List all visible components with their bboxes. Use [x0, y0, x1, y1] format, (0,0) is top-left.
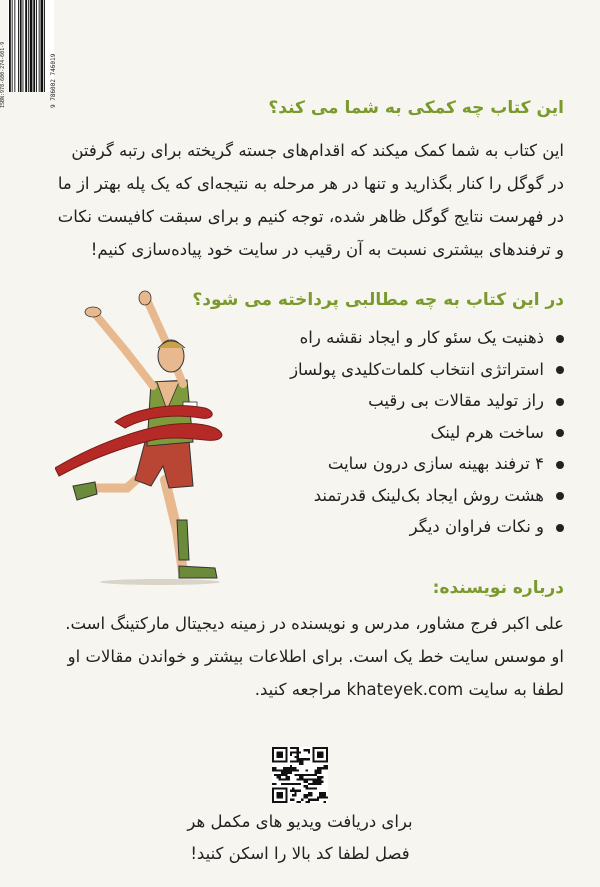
bullet-icon — [556, 461, 564, 469]
author-line: علی اکبر فرج مشاور، مدرس و نویسنده در زمینه دیجیتال مارکتینگ است. — [65, 614, 564, 633]
list-item — [264, 480, 564, 512]
list-item — [264, 322, 564, 354]
qr-code — [272, 747, 328, 803]
list-item — [264, 448, 564, 480]
barcode — [8, 0, 54, 92]
intro-line: در گوگل را کنار بگذارید و تنها در هر مرحله به نتیجه‌ای که یک پله بهتر از ما — [57, 174, 564, 193]
list-item-text: راز تولید مقالات بی رقیب — [368, 391, 544, 410]
list-item — [264, 417, 564, 449]
bullet-icon — [556, 492, 564, 500]
bullet-icon — [556, 429, 564, 437]
intro-line: در فهرست نتایج گوگل ظاهر شده، توجه کنیم و برای سبقت کافیست نکات — [57, 207, 564, 226]
author-paragraph — [24, 607, 564, 706]
list-item-text: ذهنیت یک سئو کار و ایجاد نقشه راه — [299, 328, 544, 347]
list-item-text: ۴ ترفند بهینه سازی درون سایت — [327, 454, 544, 473]
runner-illustration — [55, 290, 250, 590]
list-item — [264, 354, 564, 386]
list-item-text: استراتژی انتخاب کلمات‌کلیدی پولساز — [290, 359, 544, 379]
list-item — [264, 511, 564, 543]
qr-caption-line: فصل لطفا کد بالا را اسکن کنید! — [190, 844, 410, 863]
list-item-text: و نکات فراوان دیگر — [409, 517, 544, 536]
section-heading-help: این کتاب چه کمکی به شما می کند؟ — [268, 98, 564, 118]
section-heading-topics: در این کتاب به چه مطالبی پرداخته می شود؟ — [192, 290, 564, 310]
bullet-icon — [556, 335, 564, 343]
qr-caption-line: برای دریافت ویدیو های مکمل هر — [187, 812, 413, 831]
intro-paragraph — [24, 134, 564, 266]
barcode-digits: 9 786002 746019 — [50, 53, 57, 108]
intro-line: و ترفندهای بیشتری نسبت به آن رقیب در سایت خود پیاده‌سازی کنیم! — [90, 240, 564, 259]
list-item-text: ساخت هرم لینک — [430, 422, 544, 442]
isbn-text: ISBN:978-600-274-601-9 — [0, 41, 6, 108]
topics-list — [264, 322, 564, 543]
author-line: لطفا به سایت khateyek.com مراجعه کنید. — [254, 680, 564, 699]
author-line: او موسس سایت خط یک است. برای اطلاعات بیشتر و خواندن مقالات او — [67, 647, 564, 666]
bullet-icon — [556, 398, 564, 406]
list-item — [264, 385, 564, 417]
bullet-icon — [556, 524, 564, 532]
list-item-text: هشت روش ایجاد بک‌لینک قدرتمند — [313, 485, 544, 505]
qr-caption — [100, 806, 500, 870]
section-heading-author: درباره نویسنده: — [432, 578, 564, 598]
intro-line: این کتاب به شما کمک میکند که اقدام‌های جسته گریخته برای رتبه گرفتن — [71, 141, 564, 160]
bullet-icon — [556, 366, 564, 374]
